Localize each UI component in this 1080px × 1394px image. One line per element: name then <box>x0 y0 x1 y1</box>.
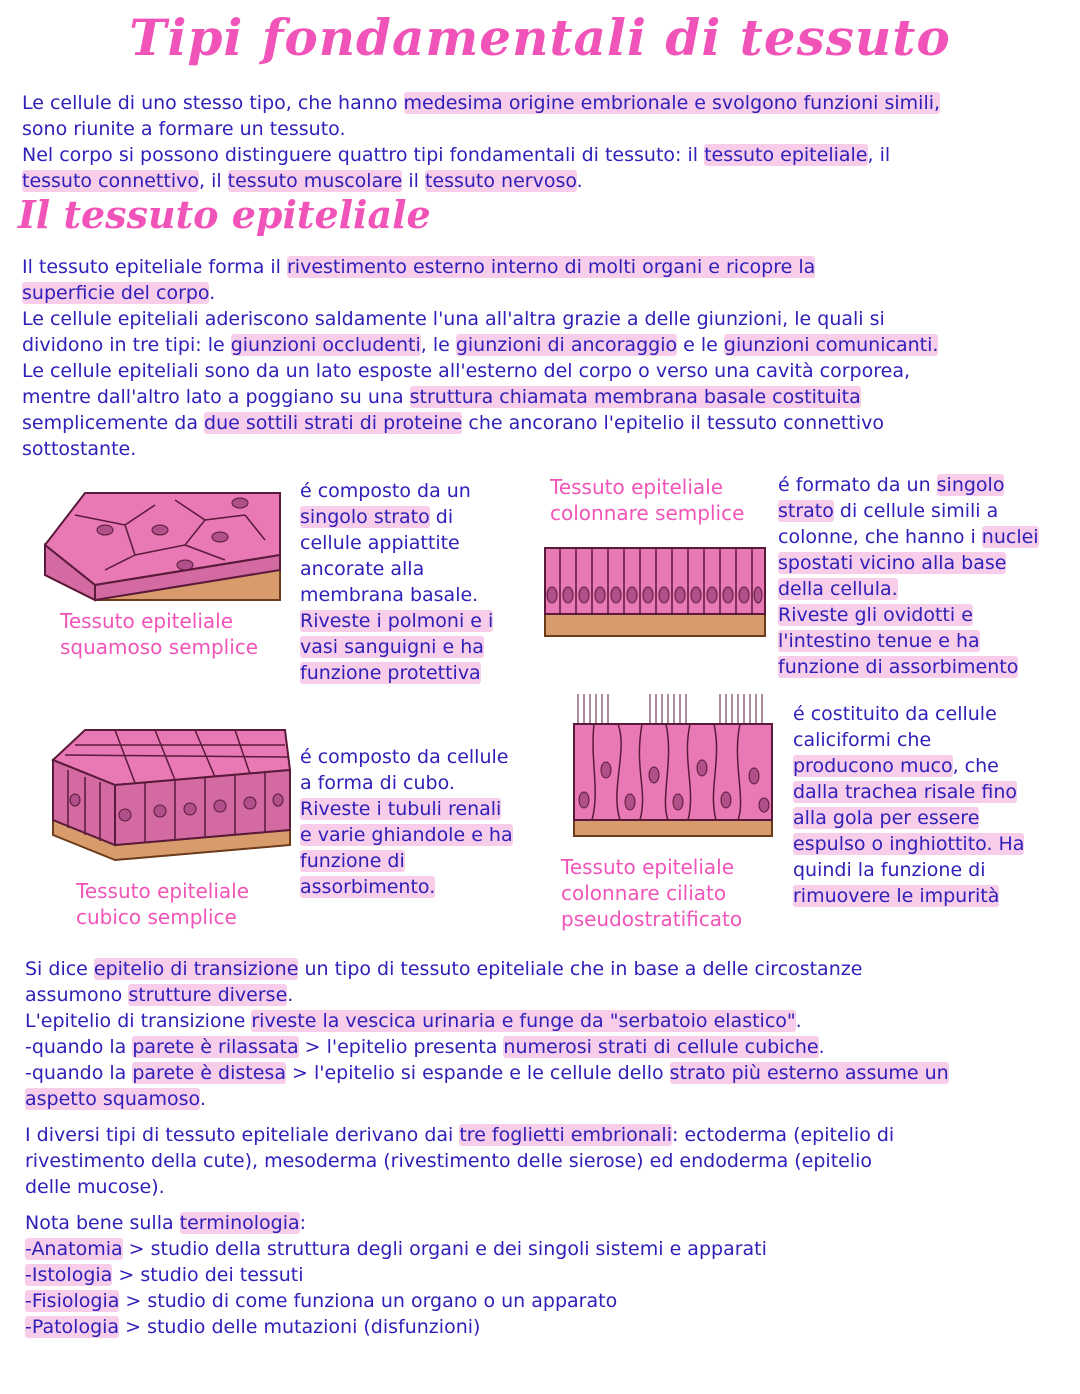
highlight: vasi sanguigni e ha <box>300 636 484 658</box>
line <box>25 1122 1070 1148</box>
text: , il <box>198 170 228 192</box>
text: Nota bene sulla <box>25 1212 180 1234</box>
caption-line: Tessuto epiteliale <box>76 879 250 903</box>
highlight: tessuto connettivo <box>22 170 199 192</box>
highlight: funzione di <box>300 850 405 872</box>
highlight: tessuto epiteliale <box>704 144 868 166</box>
highlight: giunzioni comunicanti. <box>723 334 939 356</box>
term: -Patologia <box>25 1316 120 1338</box>
text: rivestimento della cute), mesoderma (rivestimento delle sierose) ed endoderma (epitelio <box>25 1150 873 1172</box>
definition: > studio di come funziona un organo o un apparato <box>119 1290 618 1312</box>
text: , le <box>420 334 456 356</box>
text: e le <box>677 334 724 356</box>
highlight: funzione di assorbimento <box>778 656 1019 678</box>
text: Le cellule di uno stesso tipo, che hanno <box>22 92 404 114</box>
term: -Istologia <box>25 1264 113 1286</box>
epithelium-paragraph <box>22 254 1062 462</box>
highlight: epitelio di transizione <box>93 958 299 980</box>
text: colonne, che hanno i <box>778 526 982 548</box>
line <box>778 498 1039 524</box>
line <box>300 660 493 686</box>
intro-line <box>22 116 1062 142</box>
highlight: giunzioni occludenti <box>230 334 421 356</box>
origin-paragraph <box>25 1122 1070 1200</box>
line <box>793 779 1024 805</box>
line <box>25 1008 1070 1034</box>
ciliated-caption <box>561 854 742 932</box>
text: . <box>576 170 583 192</box>
line <box>300 796 513 822</box>
highlight: medesima origine embrionale e svolgono funzioni simili, <box>403 92 941 114</box>
text: un tipo di tessuto epiteliale che in base a delle circostanze <box>298 958 863 980</box>
line <box>22 436 1062 462</box>
line <box>22 384 1062 410</box>
highlight: due sottili strati di proteine <box>204 412 463 434</box>
line <box>22 358 1062 384</box>
text: Le cellule epiteliali sono da un lato esposte all'esterno del corpo o verso una cavità corporea, <box>22 360 910 382</box>
highlight: terminologia <box>179 1212 300 1234</box>
line <box>778 576 1039 602</box>
highlight: strato <box>778 500 834 522</box>
text: é formato da un <box>778 474 937 496</box>
highlight: della cellula. <box>778 578 898 600</box>
columnar-caption <box>550 474 744 526</box>
text: di <box>429 506 454 528</box>
highlight: Riveste i tubuli renali <box>300 798 502 820</box>
definition: > studio della struttura degli organi e dei singoli sistemi e apparati <box>122 1238 767 1260</box>
highlight: giunzioni di ancoraggio <box>455 334 678 356</box>
line <box>300 608 493 634</box>
text: assumono <box>25 984 129 1006</box>
line <box>25 1060 1070 1086</box>
text: Le cellule epiteliali aderiscono saldamente l'una all'altra grazie a delle giunzioni, le quali si <box>22 308 885 330</box>
text: quindi la funzione di <box>793 859 986 881</box>
highlight: parete è rilassata <box>132 1036 299 1058</box>
ciliated-tissue-illustration <box>570 690 775 840</box>
line <box>300 634 493 660</box>
text: , il <box>867 144 891 166</box>
highlight: e varie ghiandole e ha <box>300 824 513 846</box>
highlight: rivestimento esterno interno di molti organi e ricopre la <box>286 256 816 278</box>
text: mentre dall'altro lato a poggiano su una <box>22 386 410 408</box>
list-item <box>25 1262 1070 1288</box>
highlight: spostati vicino alla base <box>778 552 1007 574</box>
highlight: tessuto muscolare <box>227 170 403 192</box>
cuboidal-tissue-illustration <box>45 725 295 865</box>
intro-paragraph <box>22 90 1062 194</box>
line <box>300 504 493 530</box>
line <box>778 524 1039 550</box>
text: dividono in tre tipi: le <box>22 334 231 356</box>
transitional-paragraph <box>25 956 1070 1112</box>
highlight: dalla trachea risale fino <box>793 781 1017 803</box>
terminology-notes <box>25 1210 1070 1340</box>
highlight: strutture diverse <box>128 984 288 1006</box>
list-item <box>25 1288 1070 1314</box>
line <box>25 1174 1070 1200</box>
line <box>778 472 1039 498</box>
highlight: nuclei <box>981 526 1039 548</box>
highlight: rimuovere le impurità <box>793 885 1000 907</box>
text: > l'epitelio presenta <box>298 1036 504 1058</box>
text: di cellule simili a <box>833 500 999 522</box>
highlight: singolo <box>936 474 1005 496</box>
text: sono riunite a formare un tessuto. <box>22 118 346 140</box>
highlight: Riveste gli ovidotti e <box>778 604 973 626</box>
intro-line <box>22 142 1062 168</box>
page-title: Tipi fondamentali di tessuto <box>129 8 951 67</box>
ciliated-description <box>793 701 1024 909</box>
line <box>793 753 1024 779</box>
line <box>793 857 1024 883</box>
term: -Fisiologia <box>25 1290 120 1312</box>
line <box>25 956 1070 982</box>
line <box>25 982 1070 1008</box>
text: Il tessuto epiteliale forma il <box>22 256 287 278</box>
caption-line: Tessuto epiteliale <box>550 475 724 499</box>
section-title: Il tessuto epiteliale <box>18 192 431 237</box>
highlight: strato più esterno assume un <box>669 1062 949 1084</box>
line <box>793 831 1024 857</box>
line <box>25 1148 1070 1174</box>
definition: > studio delle mutazioni (disfunzioni) <box>119 1316 481 1338</box>
line: é costituito da cellule <box>793 703 997 725</box>
text: . <box>795 1010 802 1032</box>
text: , che <box>952 755 999 777</box>
highlight: struttura chiamata membrana basale costituita <box>409 386 861 408</box>
text: semplicemente da <box>22 412 205 434</box>
text: il <box>402 170 425 192</box>
text: : <box>299 1212 307 1234</box>
squamous-description <box>300 478 493 686</box>
line <box>25 1034 1070 1060</box>
line <box>25 1086 1070 1112</box>
highlight: riveste la vescica urinaria e funge da "serbatoio elastico" <box>251 1010 796 1032</box>
cuboidal-description <box>300 744 513 900</box>
text: . <box>818 1036 825 1058</box>
line: caliciformi che <box>793 729 932 751</box>
highlight: producono muco <box>793 755 953 777</box>
line: membrana basale. <box>300 584 479 606</box>
caption-line: colonnare ciliato <box>561 881 727 905</box>
line <box>778 550 1039 576</box>
line: é composto da cellule <box>300 746 509 768</box>
line: a forma di cubo. <box>300 772 455 794</box>
line <box>22 254 1062 280</box>
highlight: tessuto nervoso <box>424 170 577 192</box>
text: I diversi tipi di tessuto epiteliale derivano dai <box>25 1124 460 1146</box>
line <box>300 848 513 874</box>
text: Si dice <box>25 958 94 980</box>
line: ancorate alla <box>300 558 425 580</box>
text: > l'epitelio si espande e le cellule dello <box>285 1062 670 1084</box>
text: delle mucose). <box>25 1176 165 1198</box>
line <box>300 822 513 848</box>
list-item <box>25 1236 1070 1262</box>
list-item <box>25 1314 1070 1340</box>
text: che ancorano l'epitelio il tessuto connettivo <box>462 412 884 434</box>
line <box>778 602 1039 628</box>
highlight: espulso o inghiottito. Ha <box>793 833 1025 855</box>
intro-line <box>22 90 1062 116</box>
highlight: parete è distesa <box>132 1062 286 1084</box>
columnar-description <box>778 472 1039 680</box>
line <box>22 306 1062 332</box>
text: . <box>209 282 216 304</box>
highlight: tre foglietti embrionali <box>459 1124 672 1146</box>
notes-heading <box>25 1210 1070 1236</box>
caption-line: colonnare semplice <box>550 501 745 525</box>
highlight: Riveste i polmoni e i <box>300 610 494 632</box>
highlight: l'intestino tenue e ha <box>778 630 980 652</box>
caption-line: Tessuto epiteliale <box>60 609 234 633</box>
line <box>778 654 1039 680</box>
text: L'epitelio di transizione <box>25 1010 252 1032</box>
caption-line: pseudostratificato <box>561 907 743 931</box>
columnar-tissue-illustration <box>540 540 770 640</box>
line <box>793 883 1024 909</box>
squamous-caption <box>60 608 258 660</box>
intro-line <box>22 168 1062 194</box>
definition: > studio dei tessuti <box>112 1264 304 1286</box>
highlight: aspetto squamoso <box>25 1088 200 1110</box>
text: Nel corpo si possono distinguere quattro tipi fondamentali di tessuto: il <box>22 144 705 166</box>
text: -quando la <box>25 1036 133 1058</box>
caption-line: Tessuto epiteliale <box>561 855 735 879</box>
line: é composto da un <box>300 480 471 502</box>
line <box>22 410 1062 436</box>
caption-line: cubico semplice <box>76 905 237 929</box>
term: -Anatomia <box>25 1238 123 1260</box>
text: . <box>287 984 294 1006</box>
line <box>22 332 1062 358</box>
text: : ectoderma (epitelio di <box>672 1124 895 1146</box>
line <box>22 280 1062 306</box>
line: cellule appiattite <box>300 532 460 554</box>
line <box>300 874 513 900</box>
squamous-tissue-illustration <box>35 485 285 605</box>
line <box>793 805 1024 831</box>
text: sottostante. <box>22 438 137 460</box>
text: -quando la <box>25 1062 133 1084</box>
cuboidal-caption <box>76 878 249 930</box>
line <box>778 628 1039 654</box>
highlight: singolo strato <box>300 506 430 528</box>
highlight: assorbimento. <box>300 876 436 898</box>
text: . <box>199 1088 206 1110</box>
highlight: funzione protettiva <box>300 662 481 684</box>
caption-line: squamoso semplice <box>60 635 259 659</box>
highlight: numerosi strati di cellule cubiche <box>503 1036 819 1058</box>
highlight: superficie del corpo <box>22 282 210 304</box>
highlight: alla gola per essere <box>793 807 980 829</box>
